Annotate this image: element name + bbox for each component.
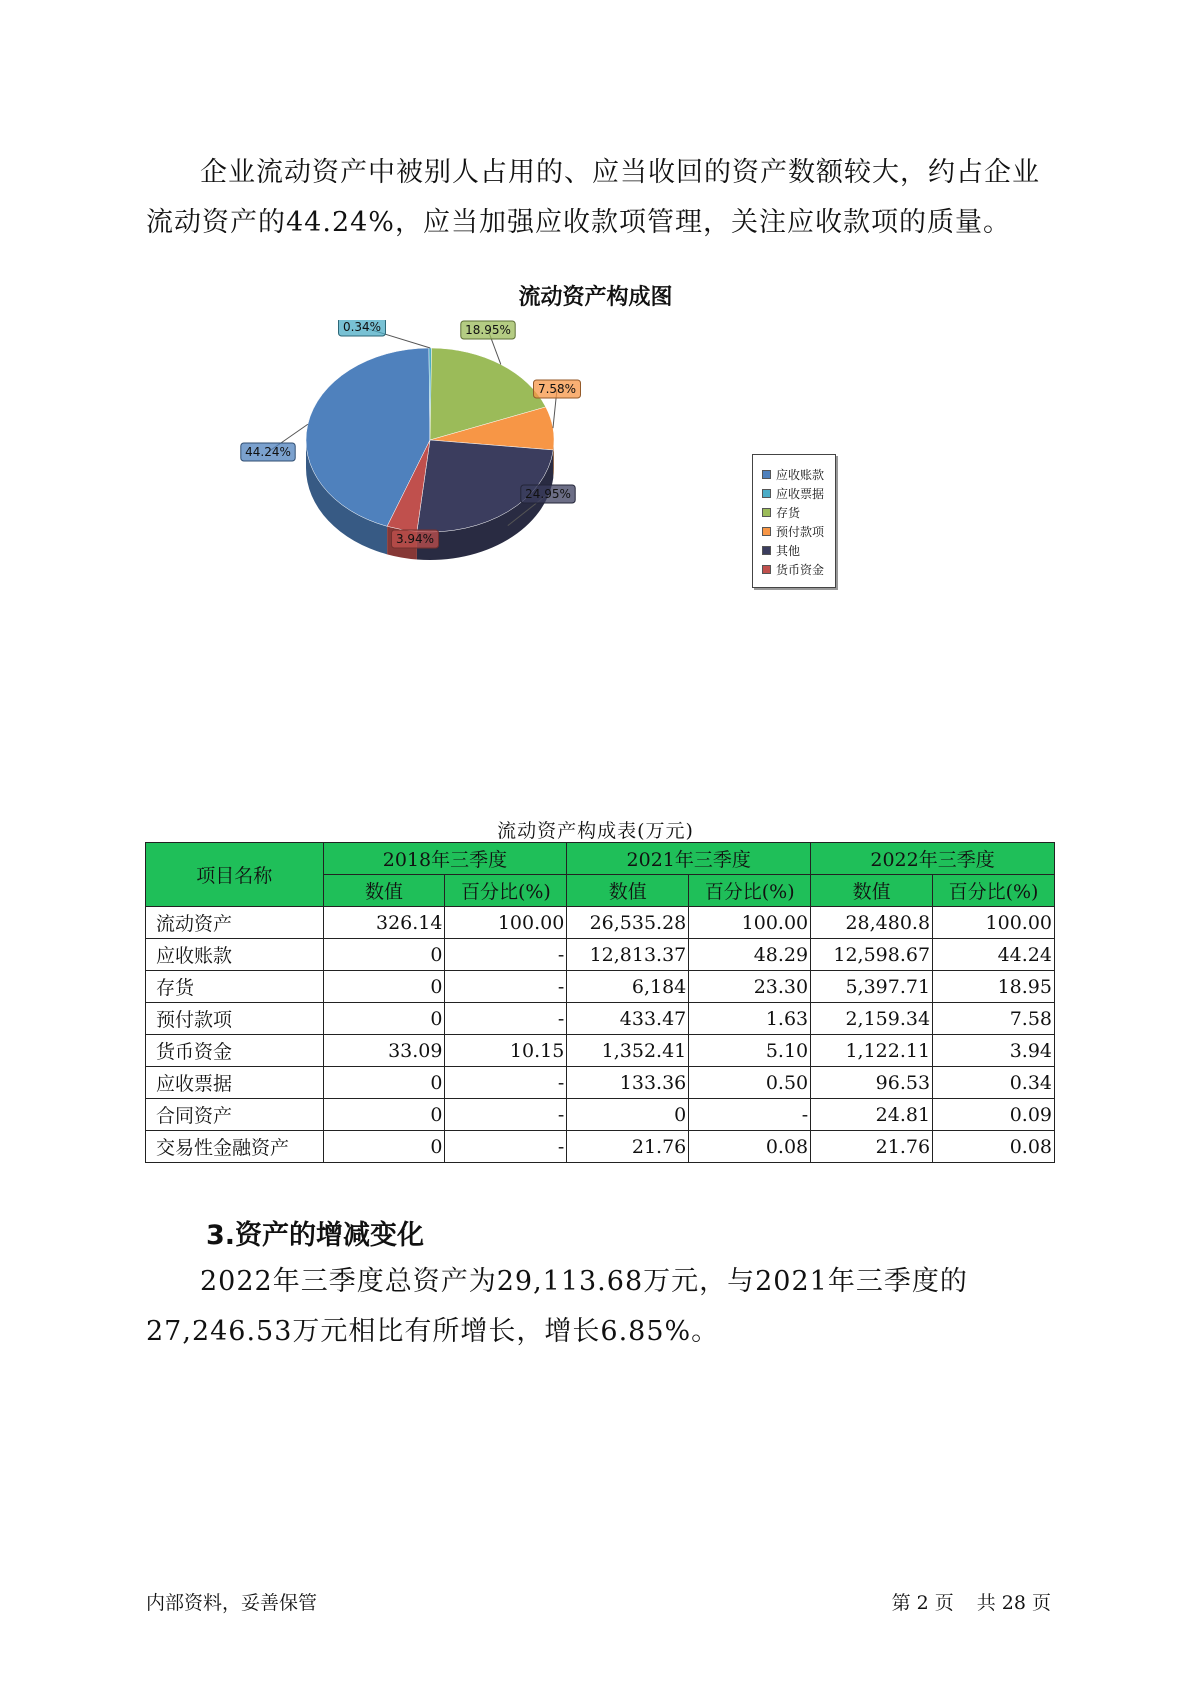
value-cell: 0 <box>323 939 445 971</box>
header-item-name: 项目名称 <box>146 843 324 907</box>
value-cell: 0 <box>323 1003 445 1035</box>
legend-swatch <box>762 546 771 555</box>
legend-item <box>753 541 835 560</box>
legend-label: 应收账款 <box>776 468 825 482</box>
table-row <box>146 1099 1055 1131</box>
value-cell: 0 <box>323 1067 445 1099</box>
table-row <box>146 1131 1055 1163</box>
legend-swatch <box>762 565 771 574</box>
legend-item <box>753 522 835 541</box>
header-period: 2022年三季度 <box>811 843 1055 875</box>
percent-cell: 0.50 <box>689 1067 811 1099</box>
row-name: 交易性金融资产 <box>146 1131 324 1163</box>
value-cell: 28,480.8 <box>811 907 933 939</box>
legend-item <box>753 503 835 522</box>
percent-cell: 5.10 <box>689 1035 811 1067</box>
percent-cell: - <box>445 1131 567 1163</box>
percent-cell: 1.63 <box>689 1003 811 1035</box>
legend-swatch <box>762 489 771 498</box>
pie-data-label: 0.34% <box>342 320 382 334</box>
chart-legend <box>752 454 836 588</box>
percent-cell: 10.15 <box>445 1035 567 1067</box>
legend-swatch <box>762 508 771 517</box>
percent-cell: 0.08 <box>933 1131 1055 1163</box>
legend-label: 货币资金 <box>776 563 825 577</box>
footer-confidential: 内部资料，妥善保管 <box>146 1592 318 1614</box>
percent-cell: 7.58 <box>933 1003 1055 1035</box>
value-cell: 0 <box>567 1099 689 1131</box>
percent-cell: - <box>445 1003 567 1035</box>
value-cell: 6,184 <box>567 971 689 1003</box>
percent-cell: - <box>445 939 567 971</box>
header-percent: 百分比(%) <box>689 875 811 907</box>
row-name: 合同资产 <box>146 1099 324 1131</box>
row-name: 应收票据 <box>146 1067 324 1099</box>
value-cell: 33.09 <box>323 1035 445 1067</box>
value-cell: 433.47 <box>567 1003 689 1035</box>
value-cell: 21.76 <box>567 1131 689 1163</box>
summary-paragraph: 2022年三季度总资产为29,113.68万元，与2021年三季度的27,246.53万元相比有所增长，增长6.85%。 <box>146 1266 968 1347</box>
table-row <box>146 1003 1055 1035</box>
table-row <box>146 907 1055 939</box>
value-cell: 12,813.37 <box>567 939 689 971</box>
table-row <box>146 939 1055 971</box>
value-cell: 26,535.28 <box>567 907 689 939</box>
percent-cell: - <box>445 971 567 1003</box>
header-value: 数值 <box>567 875 689 907</box>
table-row <box>146 971 1055 1003</box>
legend-swatch <box>762 527 771 536</box>
legend-label: 应收票据 <box>776 487 825 501</box>
legend-item <box>753 484 835 503</box>
value-cell: 133.36 <box>567 1067 689 1099</box>
header-period: 2021年三季度 <box>567 843 811 875</box>
legend-label: 存货 <box>776 506 801 520</box>
row-name: 存货 <box>146 971 324 1003</box>
value-cell: 24.81 <box>811 1099 933 1131</box>
percent-cell: 100.00 <box>933 907 1055 939</box>
value-cell: 96.53 <box>811 1067 933 1099</box>
pie-data-label: 7.58% <box>537 382 577 396</box>
pie-chart <box>0 320 1191 650</box>
pie-data-label: 44.24% <box>245 445 291 459</box>
legend-item <box>753 560 835 579</box>
pie-data-label: 24.95% <box>525 487 571 501</box>
header-value: 数值 <box>323 875 445 907</box>
percent-cell: 0.09 <box>933 1099 1055 1131</box>
value-cell: 2,159.34 <box>811 1003 933 1035</box>
section-heading: 3.资产的增减变化 <box>206 1220 425 1251</box>
percent-cell: - <box>689 1099 811 1131</box>
value-cell: 1,352.41 <box>567 1035 689 1067</box>
legend-item <box>753 465 835 484</box>
table-title: 流动资产构成表(万元) <box>497 820 694 842</box>
percent-cell: 18.95 <box>933 971 1055 1003</box>
percent-cell: 0.34 <box>933 1067 1055 1099</box>
value-cell: 5,397.71 <box>811 971 933 1003</box>
percent-cell: 0.08 <box>689 1131 811 1163</box>
table-row <box>146 1067 1055 1099</box>
percent-cell: - <box>445 1067 567 1099</box>
row-name: 货币资金 <box>146 1035 324 1067</box>
percent-cell: - <box>445 1099 567 1131</box>
legend-swatch <box>762 470 771 479</box>
table-row <box>146 1035 1055 1067</box>
percent-cell: 48.29 <box>689 939 811 971</box>
value-cell: 12,598.67 <box>811 939 933 971</box>
row-name: 应收账款 <box>146 939 324 971</box>
value-cell: 0 <box>323 971 445 1003</box>
percent-cell: 100.00 <box>445 907 567 939</box>
percent-cell: 23.30 <box>689 971 811 1003</box>
value-cell: 0 <box>323 1131 445 1163</box>
header-period: 2018年三季度 <box>323 843 567 875</box>
value-cell: 1,122.11 <box>811 1035 933 1067</box>
current-assets-table <box>145 842 1055 1163</box>
chart-title: 流动资产构成图 <box>518 285 673 310</box>
value-cell: 0 <box>323 1099 445 1131</box>
percent-cell: 100.00 <box>689 907 811 939</box>
header-percent: 百分比(%) <box>933 875 1055 907</box>
row-name: 预付款项 <box>146 1003 324 1035</box>
page-number: 第 2 页 共 28 页 <box>891 1592 1051 1614</box>
legend-label: 预付款项 <box>776 525 825 539</box>
percent-cell: 3.94 <box>933 1035 1055 1067</box>
row-name: 流动资产 <box>146 907 324 939</box>
intro-paragraph: 企业流动资产中被别人占用的、应当收回的资产数额较大，约占企业流动资产的44.24%，应当加强应收款项管理，关注应收款项的质量。 <box>146 157 1040 238</box>
percent-cell: 44.24 <box>933 939 1055 971</box>
pie-data-label: 18.95% <box>465 323 511 337</box>
value-cell: 21.76 <box>811 1131 933 1163</box>
value-cell: 326.14 <box>323 907 445 939</box>
legend-label: 其他 <box>776 544 801 558</box>
header-percent: 百分比(%) <box>445 875 567 907</box>
header-value: 数值 <box>811 875 933 907</box>
pie-data-label: 3.94% <box>395 532 435 546</box>
